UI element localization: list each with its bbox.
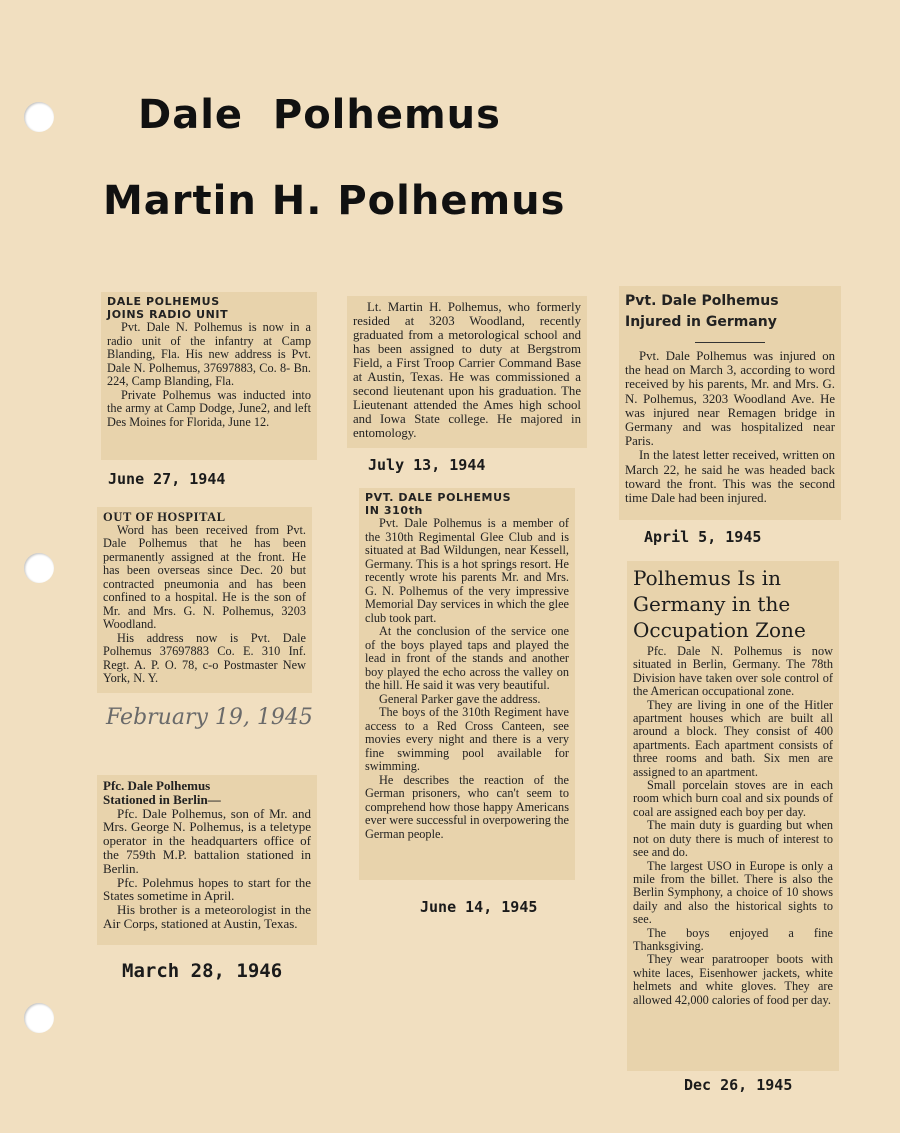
paragraph: They wear paratrooper boots with white laces, Eisenhower jackets, white helmets and white gloves. They are allowed 42,000 calories of food per day. (633, 952, 833, 1007)
paragraph: General Parker gave the address. (379, 691, 541, 706)
clipping-headline: JOINS RADIO UNIT (107, 307, 229, 321)
clipping-headline: DALE POLHEMUS (107, 295, 220, 308)
paragraph: Word has been received from Pvt. Dale Polhemus that he has been permanently assigned at the front. He has been overseas since Dec. 20 but contracted pneumonia and has been confined to a hospital. He is the son of Mr. and Mrs. G. N. Polhemus, 3203 Woodland. (103, 522, 306, 631)
divider (695, 342, 765, 343)
binder-hole-top (24, 102, 54, 132)
clipping-lt-martin-polhemus (347, 296, 587, 448)
paragraph: Private Polhemus was inducted into the army at Camp Dodge, June2, and left Des Moines for Florida, June 12. (107, 387, 311, 429)
clipping-occupation-zone (627, 561, 839, 1071)
paragraph: Pvt. Dale N. Polhemus is now in a radio unit of the infantry at Camp Blanding, Fla. His new address is Pvt. Dale N. Polhemus, 37697883, Co. 8- Bn. 224, Camp Blanding, Fla. (107, 320, 311, 388)
paragraph: Pvt. Dale Polhemus is a member of the 310th Regimental Glee Club and is situated at Bad Wildungen, near Kessell, Germany. This is a hot springs resort. He recently wrote his parents Mr. and Mrs. G. N. Polhemus of the very impressive Memorial Day services in which the glee club took part. (365, 516, 569, 625)
paragraph: Small porcelain stoves are in each room which burn coal and six pounds of coal are assigned each boy per day. (633, 778, 833, 819)
clipping-headline: OUT OF HOSPITAL (103, 510, 226, 524)
handwritten-date: February 19, 1945 (106, 705, 313, 730)
handwritten-date: March 28, 1946 (122, 960, 283, 982)
paragraph: Pfc. Dale N. Polhemus is now situated in Berlin, Germany. The 78th Division have taken over sole control of the American occupational zone. (633, 644, 833, 699)
paragraph: The boys of the 310th Regiment have access to a Red Cross Canteen, see movies every night and there is a very fine swimming pool available for swimming. (365, 705, 569, 773)
paragraph: He describes the reaction of the German prisoners, who can't seem to comprehend how those happy Americans ever were successful in overpowering the German people. (365, 772, 569, 841)
paragraph: Lt. Martin H. Polhemus, who formerly resided at 3203 Woodland, recently graduated from a metorological school and has been assigned to duty at Bergstrom Field, a First Troop Carrier Command Base at Austin, Texas. He was commissioned a second lieutenant upon his graduation. The Lieutenant attended the Ames high school and Iowa State college. He majored in entomology. (353, 300, 581, 440)
handwritten-date: June 27, 1944 (108, 470, 226, 488)
clipping-headline: Polhemus Is in Germany in the Occupation Zone (633, 566, 806, 642)
paragraph: Pvt. Dale Polhemus was injured on the head on March 3, according to word received by his parents, Mr. and Mrs. G. N. Polhemus, 3203 Woodland Ave. He was injured near Remagen bridge in Germany and was hospitalized near Paris. (625, 349, 835, 449)
paragraph: Pfc. Polehmus hopes to start for the States sometime in April. (103, 874, 311, 904)
paragraph: At the conclusion of the service one of the boys played taps and played the lead in front of the stands and another boy played the echo across the valley on the hill. He said it was very beautiful. (365, 624, 569, 692)
clipping-headline: Pvt. Dale Polhemus (625, 293, 779, 309)
clipping-headline: IN 310th (365, 503, 423, 517)
paragraph: The largest USO in Europe is only a mile from the billet. There is also the Berlin Symphony, a choice of 10 shows daily and also the historical sights to see. (633, 858, 833, 927)
binder-hole-middle (24, 553, 54, 583)
paragraph: His brother is a meteorologist in the Air Corps, stationed at Austin, Texas. (103, 902, 311, 931)
heading-martin-polhemus: Martin H. Polhemus (103, 178, 566, 224)
clipping-out-of-hospital (97, 507, 312, 693)
paragraph: They are living in one of the Hitler apartment houses which are built all around a block. They consist of 400 apartments. Each apartment consists of three rooms and bath. Six men are assigned to an apartment. (633, 697, 833, 779)
clipping-in-310th (359, 488, 575, 880)
paragraph: His address now is Pvt. Dale Polhemus 37697883 Co. E. 310 Inf. Regt. A. P. O. 78, c-o Postmaster New York, N. Y. (103, 630, 306, 685)
clipping-headline: Stationed in Berlin— (103, 791, 221, 807)
clipping-headline: Injured in Germany (625, 314, 777, 330)
handwritten-date: July 13, 1944 (368, 456, 486, 474)
clipping-headline: PVT. DALE POLHEMUS (365, 491, 512, 504)
paragraph: The main duty is guarding but when not on duty there is much of interest to see and do. (633, 818, 833, 860)
clipping-joins-radio-unit (101, 292, 317, 460)
handwritten-date: Dec 26, 1945 (684, 1076, 793, 1094)
clipping-headline: Pfc. Dale Polhemus (103, 778, 211, 793)
paragraph: Pfc. Dale Polhemus, son of Mr. and Mrs. George N. Polhemus, is a teletype operator in the headquarters office of the 759th M.P. battalion stationed in Berlin. (103, 805, 311, 876)
clipping-stationed-in-berlin (97, 775, 317, 945)
handwritten-date: June 14, 1945 (420, 898, 538, 916)
clipping-injured-in-germany (619, 286, 841, 520)
paragraph: The boys enjoyed a fine Thanksgiving. (633, 925, 833, 953)
binder-hole-bottom (24, 1003, 54, 1033)
paragraph: In the latest letter received, written on March 22, he said he was headed back toward the front. This was the second time Dale had been injured. (625, 448, 835, 506)
heading-dale-polhemus: Dale Polhemus (138, 92, 501, 138)
handwritten-date: April 5, 1945 (644, 528, 762, 546)
